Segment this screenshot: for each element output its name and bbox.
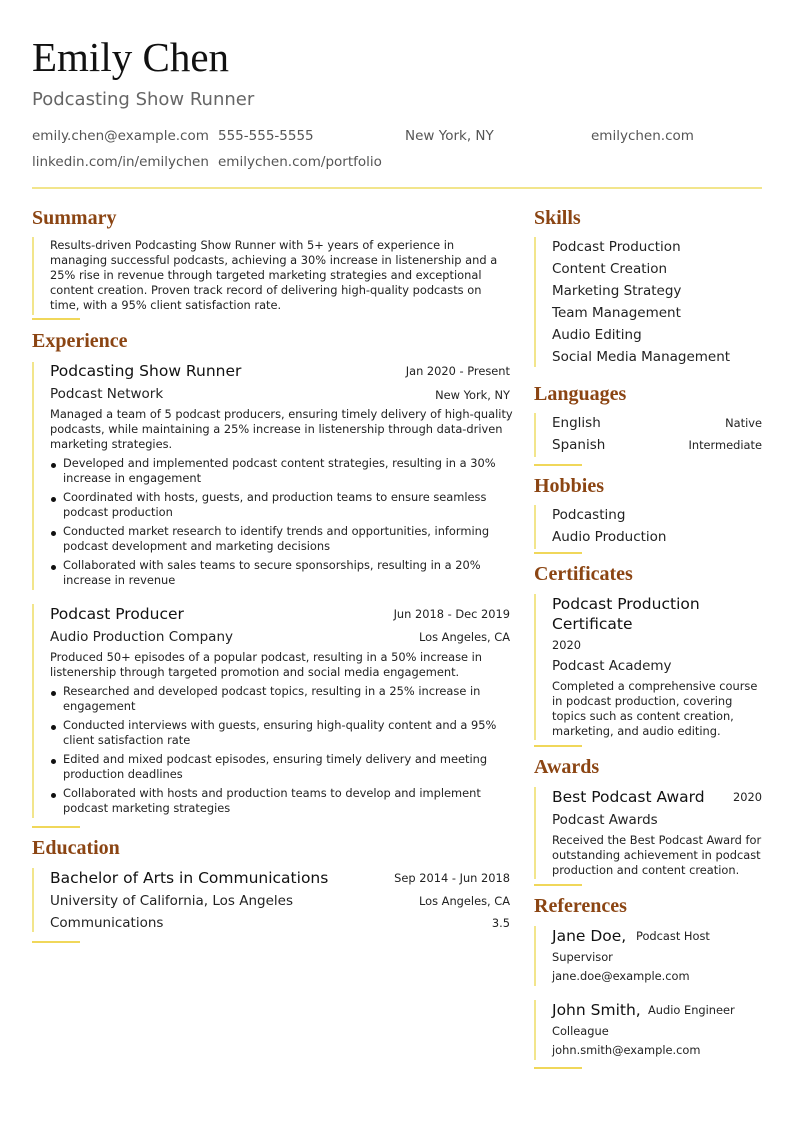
education-dates: Sep 2014 - Jun 2018 <box>394 871 510 885</box>
bullet-dot <box>51 531 56 536</box>
job-1-title: Podcasting Show Runner <box>50 362 242 380</box>
experience-underline <box>32 826 80 828</box>
reference-1-name: Jane Doe, <box>552 927 627 945</box>
contact-linkedin[interactable]: linkedin.com/in/emilychen <box>32 154 209 170</box>
header-divider <box>32 187 762 189</box>
job-1-description: Managed a team of 5 podcast producers, ensuring timely delivery of high-quality podcasts, while maintaining a 25% increase in listenership through data-driven marketing strategies. <box>50 407 513 451</box>
bullet-dot <box>51 691 56 696</box>
languages-underline <box>534 464 582 466</box>
job-1-location: New York, NY <box>435 388 510 402</box>
award-year: 2020 <box>733 790 762 804</box>
hobbies-heading: Hobbies <box>534 475 605 497</box>
language-name: Spanish <box>552 437 606 453</box>
hobby-item: Audio Production <box>552 529 667 545</box>
award-description: Received the Best Podcast Award for outstanding achievement in podcast production and content creation. <box>552 833 762 877</box>
job-2-bullet-1: Researched and developed podcast topics, resulting in a 25% increase in engagement <box>63 684 481 713</box>
hobbies-accent-bar <box>534 505 536 549</box>
job-2-company: Audio Production Company <box>50 629 234 645</box>
certificate-issuer: Podcast Academy <box>552 658 672 674</box>
candidate-name: Emily Chen <box>32 34 230 80</box>
language-level: Intermediate <box>688 438 762 452</box>
contact-phone[interactable]: 555-555-5555 <box>218 128 314 144</box>
resume-page <box>32 0 762 1123</box>
education-underline <box>32 941 80 943</box>
education-field: Communications <box>50 915 164 931</box>
contact-portfolio[interactable]: emilychen.com/portfolio <box>218 154 382 170</box>
skill-item: Podcast Production <box>552 239 681 255</box>
job-2-accent-bar <box>32 604 34 818</box>
languages-accent-bar <box>534 413 536 457</box>
job-1-bullet-3: Conducted market research to identify trends and opportunities, informing podcast development and marketing decisions <box>63 524 490 553</box>
contact-website[interactable]: emilychen.com <box>591 128 694 144</box>
education-location: Los Angeles, CA <box>418 894 510 908</box>
reference-1-accent-bar <box>534 926 536 986</box>
job-1-dates: Jan 2020 - Present <box>405 364 510 378</box>
certificates-accent-bar <box>534 594 536 740</box>
skill-item: Content Creation <box>552 261 668 277</box>
job-2-location: Los Angeles, CA <box>418 630 510 644</box>
certificates-underline <box>534 745 582 747</box>
education-school: University of California, Los Angeles <box>50 893 294 909</box>
summary-accent-bar <box>32 237 34 315</box>
reference-2-email[interactable]: john.smith@example.com <box>552 1043 701 1057</box>
bullet-dot <box>51 497 56 502</box>
languages-heading: Languages <box>534 383 627 405</box>
job-1-accent-bar <box>32 362 34 590</box>
skills-heading: Skills <box>534 207 581 229</box>
job-2-title: Podcast Producer <box>50 605 184 623</box>
certificate-year: 2020 <box>552 638 581 652</box>
certificate-title-line-1: Podcast Production <box>552 595 700 613</box>
job-2-description: Produced 50+ episodes of a popular podcast, resulting in a 50% increase in listenership through targeted promotion and social media engagement. <box>50 650 483 679</box>
awards-heading: Awards <box>534 756 600 778</box>
skill-item: Team Management <box>552 305 681 321</box>
education-accent-bar <box>32 868 34 932</box>
skills-accent-bar <box>534 237 536 367</box>
certificate-description: Completed a comprehensive course in podcast production, covering topics such as content creation, marketing, and audio editing. <box>552 679 758 738</box>
reference-1-relation: Supervisor <box>552 950 613 964</box>
summary-text: Results-driven Podcasting Show Runner with 5+ years of experience in managing successful podcasts, achieving a 30% increase in listenership and a 25% rise in revenue through targeted marketing strategies and exceptional content creation. Proven track record of delivering high-quality podcasts on time, with a 95% client satisfaction rate. <box>50 238 498 312</box>
bullet-dot <box>51 759 56 764</box>
reference-1-role: Podcast Host <box>636 929 710 943</box>
hobby-item: Podcasting <box>552 507 626 523</box>
job-2-dates: Jun 2018 - Dec 2019 <box>393 607 510 621</box>
references-heading: References <box>534 895 627 917</box>
language-name: English <box>552 415 601 431</box>
award-title: Best Podcast Award <box>552 788 705 806</box>
awards-underline <box>534 884 582 886</box>
contact-location: New York, NY <box>405 128 494 144</box>
candidate-title: Podcasting Show Runner <box>32 89 255 110</box>
education-gpa: 3.5 <box>491 916 510 930</box>
bullet-dot <box>51 793 56 798</box>
certificates-heading: Certificates <box>534 563 633 585</box>
education-heading: Education <box>32 837 120 859</box>
job-1-bullet-2: Coordinated with hosts, guests, and production teams to ensure seamless podcast production <box>63 490 487 519</box>
job-2-bullet-4: Collaborated with hosts and production teams to develop and implement podcast marketing strategies <box>63 786 481 815</box>
skill-item: Social Media Management <box>552 349 731 365</box>
reference-2-name: John Smith, <box>552 1001 641 1019</box>
certificate-title-line-2: Certificate <box>552 615 633 633</box>
reference-1-email[interactable]: jane.doe@example.com <box>552 969 690 983</box>
reference-2-role: Audio Engineer <box>648 1003 735 1017</box>
reference-2-accent-bar <box>534 1000 536 1060</box>
skill-item: Audio Editing <box>552 327 642 343</box>
job-2-bullet-2: Conducted interviews with guests, ensuring high-quality content and a 95% client satisfaction rate <box>63 718 497 747</box>
bullet-dot <box>51 463 56 468</box>
references-underline <box>534 1067 582 1069</box>
job-1-bullet-4: Collaborated with sales teams to secure sponsorships, resulting in a 20% increase in revenue <box>63 558 481 587</box>
bullet-dot <box>51 725 56 730</box>
summary-heading: Summary <box>32 207 117 229</box>
reference-2-relation: Colleague <box>552 1024 609 1038</box>
summary-underline <box>32 318 80 320</box>
awards-accent-bar <box>534 787 536 879</box>
language-level: Native <box>725 416 762 430</box>
job-1-company: Podcast Network <box>50 386 164 402</box>
bullet-dot <box>51 565 56 570</box>
experience-heading: Experience <box>32 330 128 352</box>
job-1-bullet-1: Developed and implemented podcast content strategies, resulting in a 30% increase in engagement <box>63 456 496 485</box>
skill-item: Marketing Strategy <box>552 283 682 299</box>
contact-email[interactable]: emily.chen@example.com <box>32 128 209 144</box>
hobbies-underline <box>534 552 582 554</box>
job-2-bullet-3: Edited and mixed podcast episodes, ensuring timely delivery and meeting production deadlines <box>63 752 488 781</box>
education-degree: Bachelor of Arts in Communications <box>50 869 329 887</box>
award-issuer: Podcast Awards <box>552 812 658 828</box>
